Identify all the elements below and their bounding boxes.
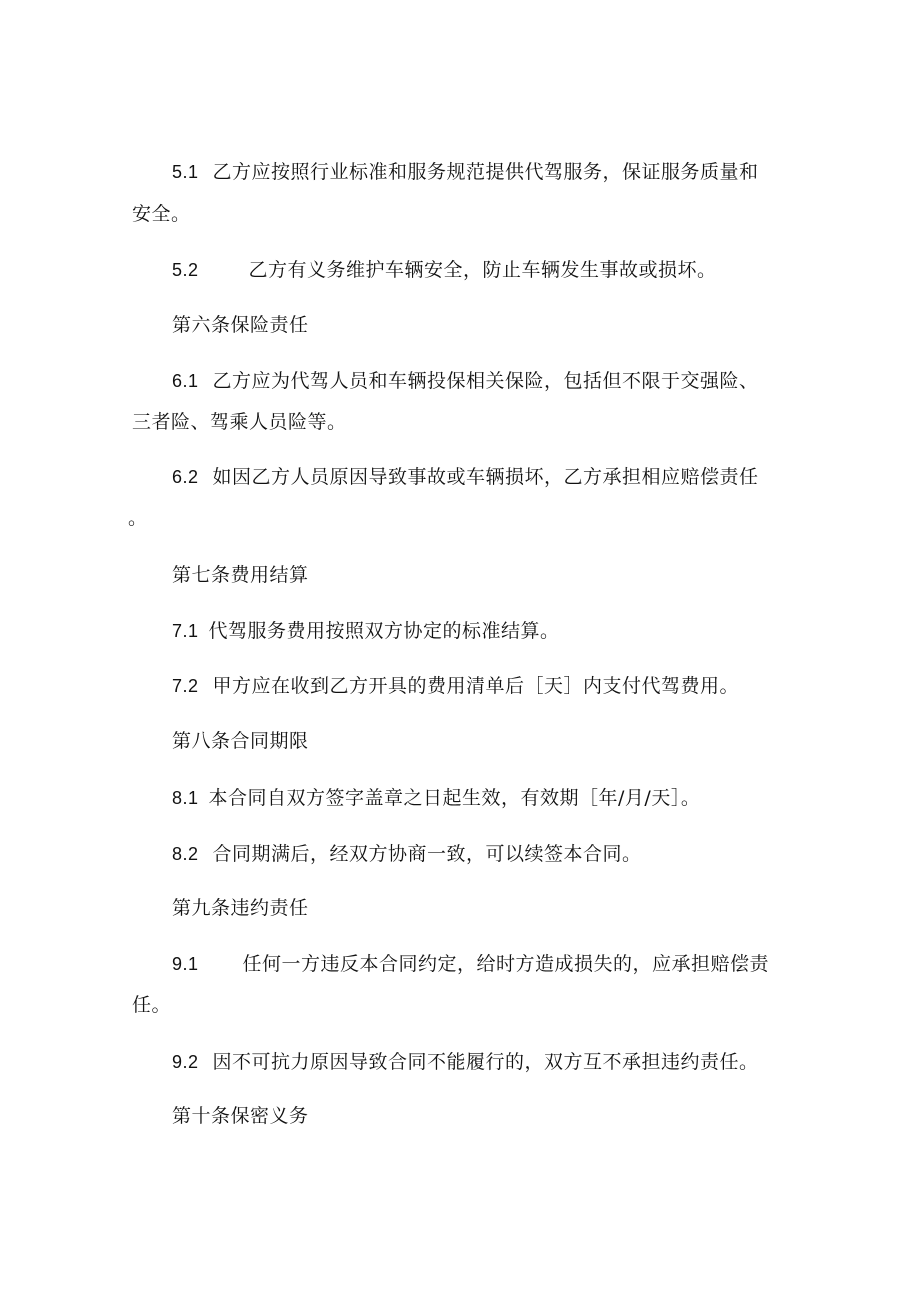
clause-text: 。	[128, 507, 148, 529]
clause-6-1-line1	[172, 369, 759, 393]
clause-text: 任。	[132, 994, 172, 1016]
clause-6-2-line1	[172, 465, 759, 489]
clause-9-2	[172, 1050, 759, 1074]
section-heading-7: 第七条费用结算	[172, 564, 309, 586]
clause-7-2	[172, 674, 739, 698]
clause-9-1-line1	[172, 952, 769, 976]
clause-number: 5.2	[172, 260, 199, 280]
clause-number: 7.1	[172, 621, 199, 641]
section-heading-10: 第十条保密义务	[172, 1105, 309, 1127]
clause-6-1-line2	[132, 410, 347, 434]
clause-9-1-line2	[132, 993, 171, 1017]
clause-number: 6.1	[172, 371, 199, 391]
clause-5-1-line1	[172, 160, 759, 184]
clause-text: 如因乙方人员原因导致事故或车辆损坏，乙方承担相应赔偿责任	[212, 466, 759, 488]
clause-text: 任何一方违反本合同约定，给时方造成损失的，应承担赔偿责	[242, 953, 770, 975]
clause-number: 9.1	[172, 954, 199, 974]
clause-number: 8.1	[172, 788, 199, 808]
clause-text: 乙方有义务维护车辆安全，防止车辆发生事故或损坏。	[248, 259, 717, 281]
clause-6-2-line2	[128, 506, 148, 530]
clause-text: 安全。	[132, 203, 191, 225]
clause-5-1-line2	[132, 202, 191, 226]
clause-text: 甲方应在收到乙方开具的费用清单后［天］内支付代驾费用。	[212, 675, 740, 697]
clause-text: 因不可抗力原因导致合同不能履行的，双方互不承担违约责任。	[212, 1051, 759, 1073]
clause-5-2	[172, 258, 717, 282]
clause-7-1	[172, 619, 560, 643]
clause-text: 乙方应为代驾人员和车辆投保相关保险，包括但不限于交强险、	[212, 370, 759, 392]
section-heading-9: 第九条违约责任	[172, 897, 309, 919]
section-heading-6: 第六条保险责任	[172, 314, 309, 336]
clause-8-2	[172, 842, 642, 866]
clause-text: 代驾服务费用按照双方协定的标准结算。	[208, 620, 560, 642]
clause-text: 本合同自双方签字盖章之日起生效，有效期［年/月/天］。	[208, 787, 701, 809]
clause-number: 5.1	[172, 162, 199, 182]
clause-number: 6.2	[172, 467, 199, 487]
clause-text: 合同期满后，经双方协商一致，可以续签本合同。	[212, 843, 642, 865]
clause-text: 三者险、驾乘人员险等。	[132, 411, 347, 433]
clause-8-1	[172, 786, 700, 810]
clause-number: 8.2	[172, 844, 199, 864]
section-heading-8: 第八条合同期限	[172, 730, 309, 752]
clause-text: 乙方应按照行业标准和服务规范提供代驾服务，保证服务质量和	[212, 161, 759, 183]
clause-number: 9.2	[172, 1052, 199, 1072]
clause-number: 7.2	[172, 676, 199, 696]
